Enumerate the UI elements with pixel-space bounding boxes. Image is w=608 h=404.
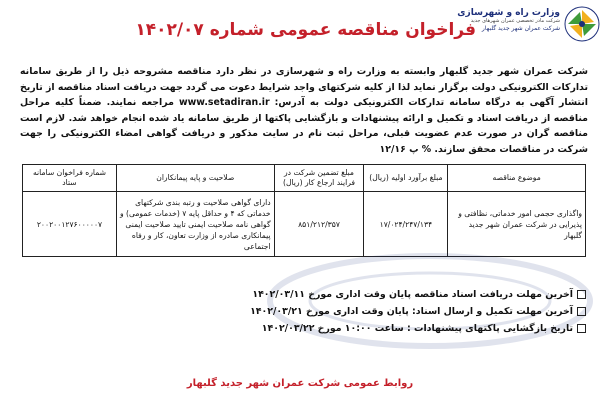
- note-text: تاریخ بازگشایی پاکتهای پیشنهادات : ساعت ۱۰:۰۰ مورخ ۱۴۰۲/۰۳/۲۲: [261, 323, 573, 334]
- note-document-deadline: [230, 286, 586, 303]
- cell-subject: واگذاری حجمی امور خدماتی، نظافتی و پذیرایی در شرکت عمران شهر جدید گلبهار: [448, 192, 586, 257]
- tender-table: [22, 164, 586, 257]
- checkbox-bullet-icon: [577, 324, 586, 333]
- checkbox-bullet-icon: [577, 307, 586, 316]
- checkbox-bullet-icon: [577, 290, 586, 299]
- announcement-headline: فراخوان مناقصه عمومی شماره ۱۴۰۲/۰۷: [135, 20, 476, 40]
- announcement-paragraph: شرکت عمران شهر جدید گلبهار وابسته به وزارت راه و شهرسازی در نظر دارد مناقصه مشروحه ذیل را از طریق سامانه تدارکات الکترونیکی دولت برگزار نماید لذا از کلیه شرکتهای واجد شرایط دعوت می گردد جهت دریافت اسناد مناقصه از تاریخ انتشار آگهی به درگاه سامانه تدارکات الکترونیکی دولت به آدرس: www.setadiran.ir مراجعه نمایند. ضمناً کلیه مراحل مناقصه از دریافت اسناد و تکمیل و ارائه پیشنهادات و بازگشایی پاکتها از طریق سامانه یاد شده انجام خواهد شد. لازم است مناقصه گران در صورت عدم عضویت قبلی، مراحل ثبت نام در سایت مذکور و دریافت گواهی امضاء الکترونیکی را جهت شرکت در مناقصات محقق سازند. % پ ۱۲/۱۶: [20, 66, 588, 155]
- ministry-emblem-icon: [564, 6, 600, 42]
- deadline-notes: [230, 286, 586, 337]
- note-submission-deadline: [230, 303, 586, 320]
- note-text: آخرین مهلت دریافت اسناد مناقصه پایان وقت اداری مورخ ۱۴۰۲/۰۳/۱۱: [252, 289, 573, 300]
- public-relations-signature: روابط عمومی شرکت عمران شهر جدید گلبهار: [186, 378, 414, 389]
- logo-subtitle: شرکت مادر تخصصی عمران شهرهای جدید: [470, 18, 560, 24]
- header-estimate: مبلغ برآورد اولیه (ریال): [364, 165, 448, 192]
- note-text: آخرین مهلت تکمیل و ارسال اسناد: پایان وقت اداری مورخ ۱۴۰۲/۰۳/۲۱: [250, 306, 573, 317]
- table-row: [23, 192, 586, 257]
- cell-qualification: دارای گواهی صلاحیت و رتبه بندی شرکتهای خدماتی که ۴ و حداقل پایه ۷ (خدمات عمومی) و گواهی نامه صلاحیت ایمنی تایید صلاحیت ایمنی پیمانکاری صادره از وزارت تعاون، کار و رفاه اجتماعی: [116, 192, 274, 257]
- logo-title: وزارت راه و شهرسازی: [457, 8, 560, 18]
- header-qualification: صلاحیت و پایه پیمانکاران: [116, 165, 274, 192]
- note-opening-date: [230, 320, 586, 337]
- cell-guarantee: ۸۵۱/۲۱۲/۳۵۷: [274, 192, 364, 257]
- header-guarantee: مبلغ تضمین شرکت در فرایند ارجاع کار (ریال): [274, 165, 364, 192]
- cell-estimate: ۱۷/۰۲۴/۲۴۷/۱۳۴: [364, 192, 448, 257]
- header-call-number: شماره فراخوان سامانه ستاد: [23, 165, 117, 192]
- logo-company: شرکت عمران شهر جدید گلبهار: [481, 25, 560, 32]
- header-subject: موضوع مناقصه: [448, 165, 586, 192]
- ministry-logo: [457, 6, 600, 56]
- table-header-row: [23, 165, 586, 192]
- cell-call-number: ۲۰۰۲۰۰۱۲۷۶۰۰۰۰۰۷: [23, 192, 117, 257]
